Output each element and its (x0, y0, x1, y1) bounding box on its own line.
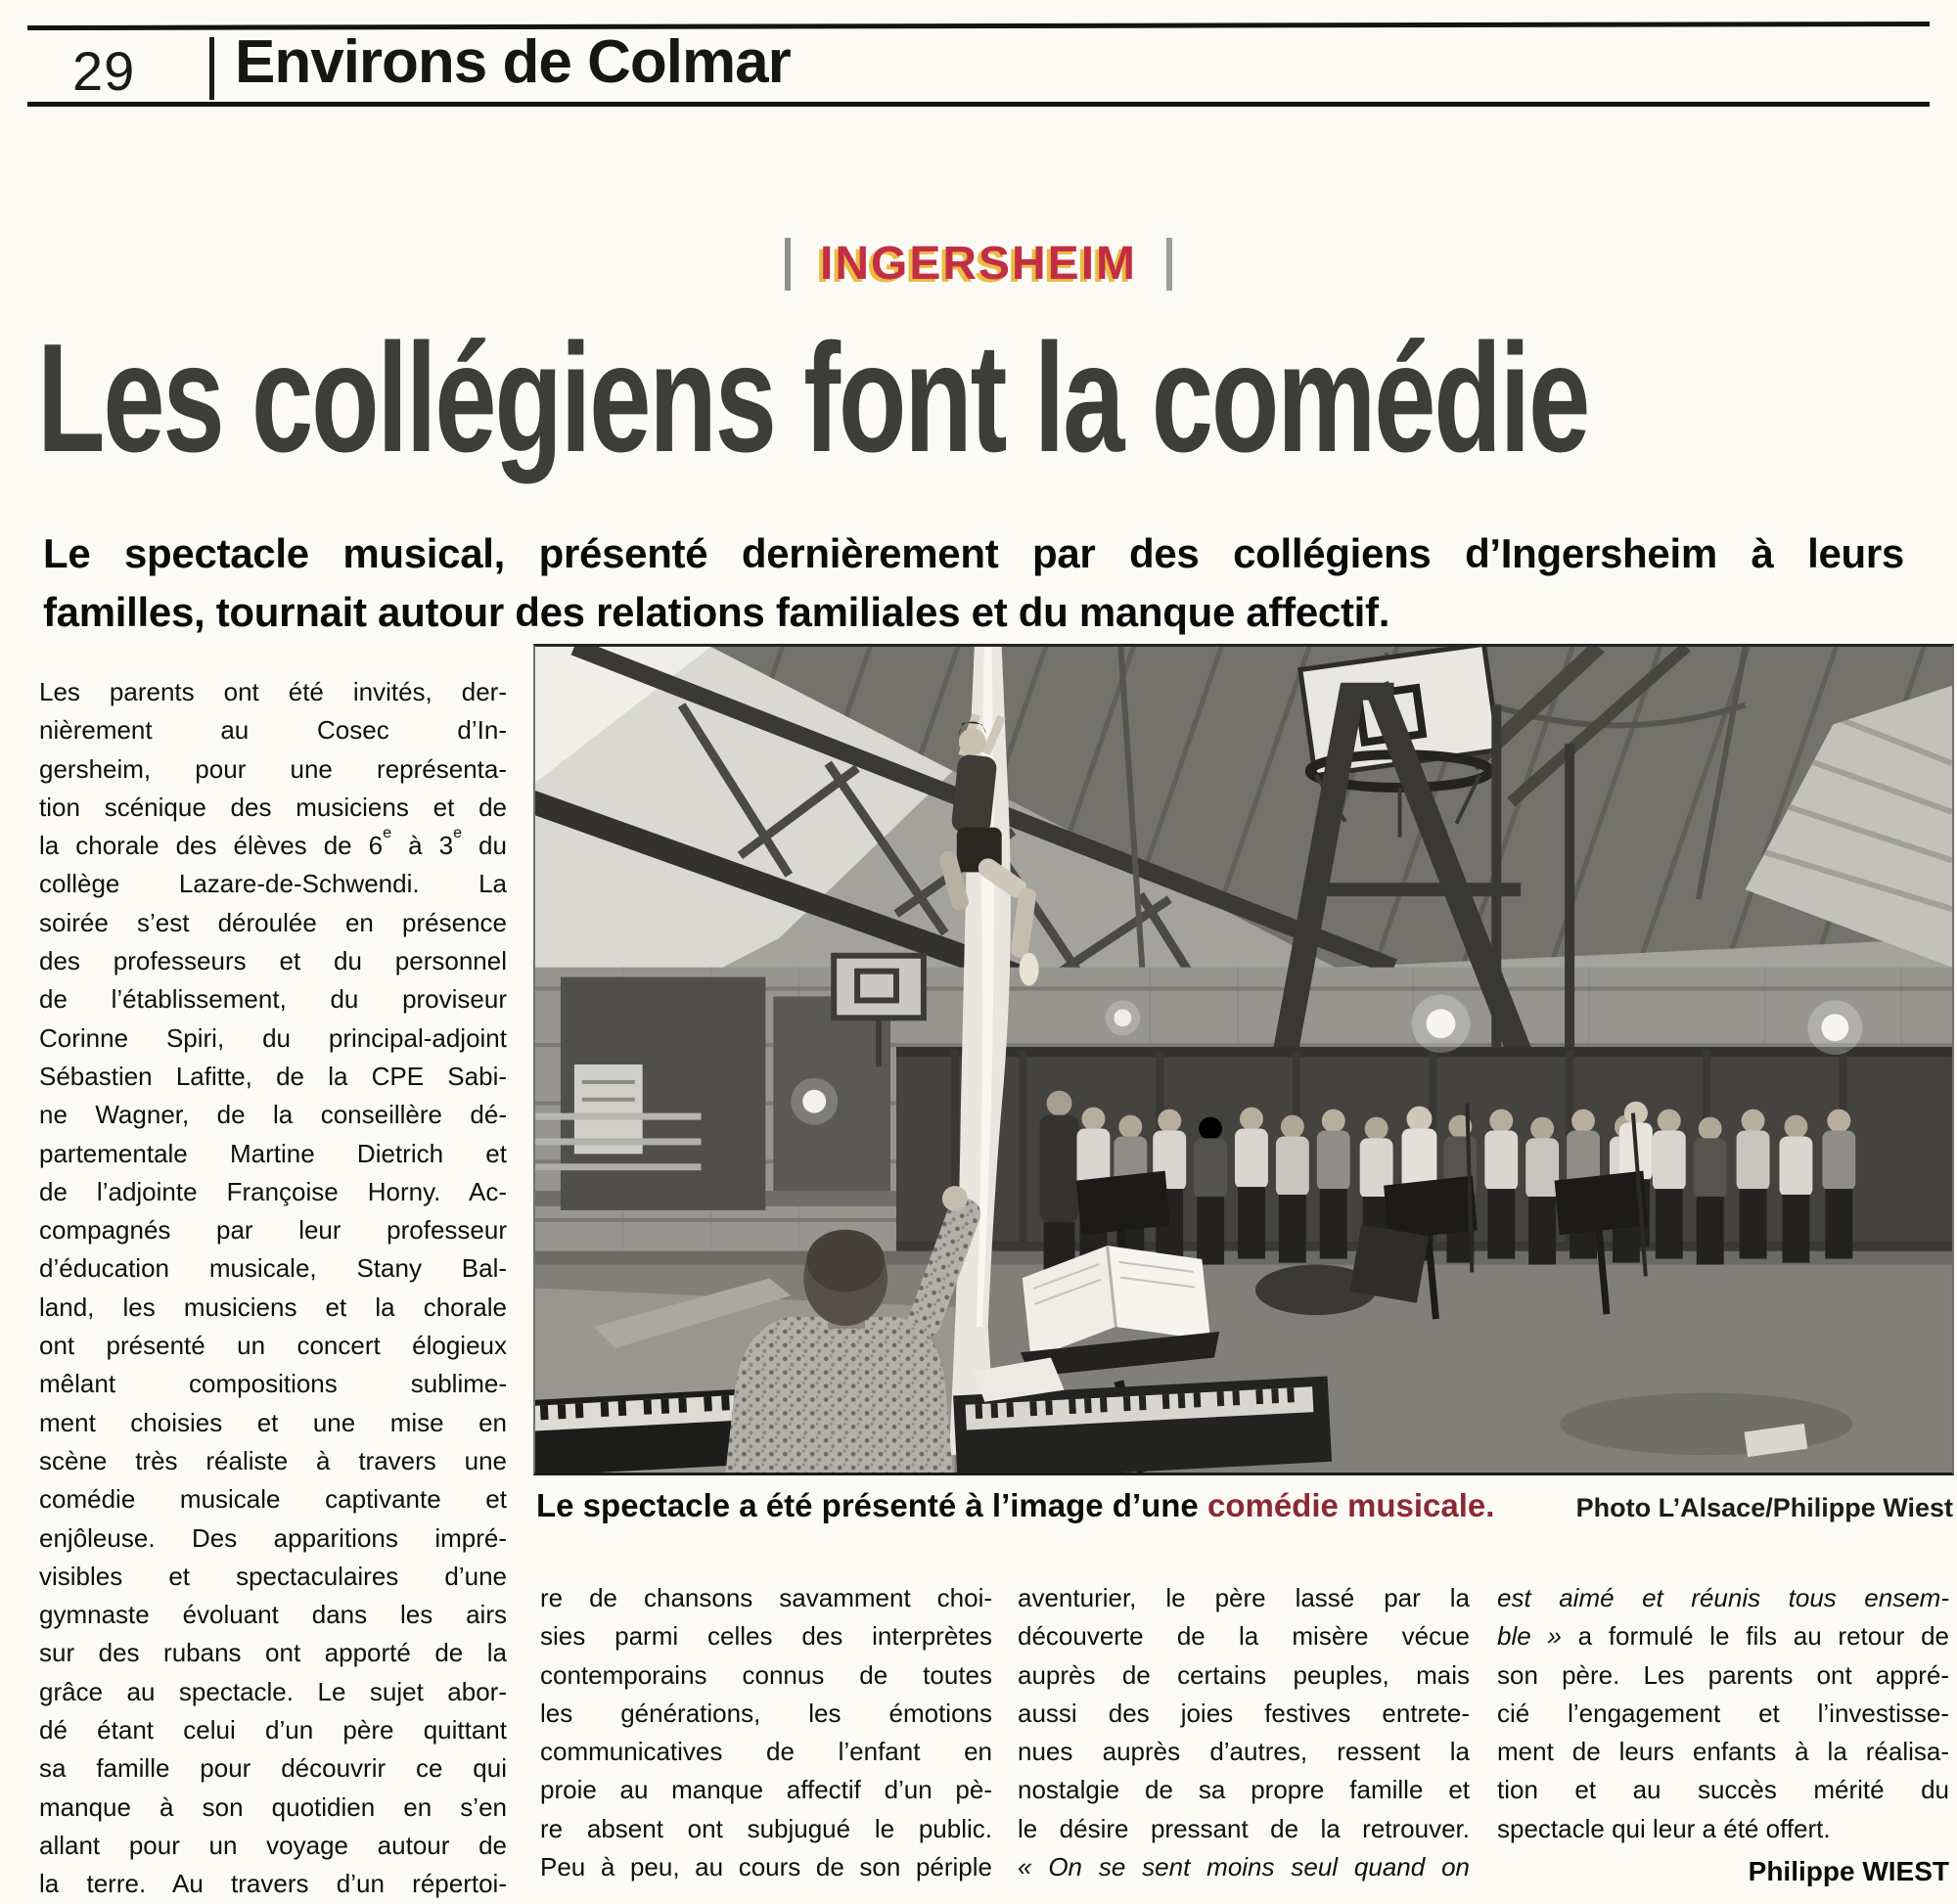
body-line: scène très réaliste à travers une (39, 1445, 507, 1475)
body-line: tion et au succès mérité du (1497, 1775, 1949, 1805)
body-line: comédie musicale captivante et (39, 1484, 507, 1515)
body-line: découverte de la misère vécue (1018, 1621, 1470, 1652)
body-column-2 (540, 1579, 992, 1886)
kicker-left-bar (785, 238, 791, 291)
body-line: ne Wagner, de la conseillère dé- (39, 1100, 507, 1130)
body-line: tion scénique des musiciens et de (39, 792, 507, 822)
body-line: Les parents ont été invités, der- (39, 677, 507, 706)
column4-lines (1497, 1656, 1949, 1810)
column1-line-superscript: la chorale des élèves de 6e à 3e du (39, 827, 507, 861)
headline (37, 305, 1926, 501)
body-line: Peu à peu, au cours de son périple (540, 1852, 992, 1882)
body-line: auprès de certains peuples, mais (1018, 1659, 1470, 1690)
body-line: de l’établissement, du proviseur (39, 984, 507, 1015)
body-line: communicatives de l’enfant en (540, 1737, 992, 1767)
body-line: son père. Les parents ont appré- (1497, 1659, 1949, 1690)
kicker-right-bar (1166, 238, 1172, 291)
body-line: dé étant celui d’un père quittant (39, 1715, 507, 1745)
body-line: enjôleuse. Des apparitions impré- (39, 1522, 507, 1553)
body-line: allant pour un voyage autour de (39, 1830, 507, 1860)
body-line: Corinne Spiri, du principal-adjoint (39, 1022, 507, 1053)
section-title: Environs de Colmar (235, 28, 791, 96)
body-line: compagnés par leur professeur (39, 1215, 507, 1246)
body-line: ment de leurs enfants à la réalisa- (1497, 1737, 1949, 1767)
body-line: aventurier, le père lassé par la (1018, 1583, 1470, 1612)
column4-mixed-line: ble » a formulé le fils au retour de (1497, 1621, 1949, 1652)
column4-italic-line: est aimé et réunis tous ensem- (1497, 1583, 1949, 1612)
body-column-3 (1018, 1579, 1470, 1886)
body-line: ont présenté un concert élogieux (39, 1331, 507, 1361)
kicker-label: INGERSHEIM (819, 238, 1138, 290)
body-line: partementale Martine Dietrich et (39, 1138, 507, 1168)
article-photo (533, 644, 1954, 1475)
standfirst-line1: Le spectacle musical, présenté dernièrement par des collégiens d’Ingersheim à leurs (43, 530, 1904, 576)
body-line: re absent ont subjugué le public. (540, 1813, 992, 1843)
body-line: nues auprès d’autres, ressent la (1018, 1737, 1470, 1767)
body-line: d’éducation musicale, Stany Bal- (39, 1253, 507, 1284)
column1-lines-a (39, 673, 507, 827)
header-rule (27, 102, 1930, 107)
body-line: des professeurs et du personnel (39, 946, 507, 976)
body-line: aussi des joies festives entrete- (1018, 1698, 1470, 1728)
photo-credit: Photo L’Alsace/Philippe Wiest (1575, 1493, 1953, 1522)
standfirst (43, 524, 1904, 642)
page-number: 29 (72, 40, 136, 102)
body-line: nostalgie de sa propre famille et (1018, 1775, 1470, 1805)
body-line: le désire pressant de la retrouver. (1018, 1813, 1470, 1843)
body-line: manque à son quotidien en s’en (39, 1791, 507, 1822)
body-line: ment choisies et une mise en (39, 1407, 507, 1437)
body-column-4 (1497, 1579, 1949, 1890)
body-line: les générations, les émotions (540, 1698, 992, 1728)
body-line: cié l’engagement et l’investisse- (1497, 1698, 1949, 1728)
body-line: la terre. Au travers d’un répertoi- (39, 1869, 507, 1899)
body-column-1 (39, 673, 507, 1904)
body-line: sies parmi celles des interprètes (540, 1621, 992, 1652)
kicker (0, 237, 1957, 291)
body-line: de l’adjointe Françoise Horny. Ac- (39, 1176, 507, 1206)
body-line: sur des rubans ont apporté de la (39, 1638, 507, 1668)
column3-lines (1018, 1579, 1470, 1848)
column3-italic-line: « On se sent moins seul quand on (1018, 1852, 1470, 1882)
body-line: land, les musiciens et la chorale (39, 1292, 507, 1322)
headline-text: Les collégiens font la comédie (37, 312, 1589, 484)
caption-highlight: comédie musicale. (1206, 1487, 1495, 1523)
body-line: nièrement au Cosec d’In- (39, 715, 507, 746)
column2-lines (540, 1579, 992, 1886)
caption-row (536, 1487, 1953, 1524)
body-line: soirée s’est déroulée en présence (39, 907, 507, 937)
body-line: re de chansons savamment choi- (540, 1583, 992, 1612)
body-line: gersheim, pour une représenta- (39, 753, 507, 784)
body-line: proie au manque affectif d’un pè- (540, 1775, 992, 1805)
gym-hall-scene (535, 647, 1952, 1473)
body-line: Sébastien Lafitte, de la CPE Sabi- (39, 1061, 507, 1091)
standfirst-line2: familles, tournait autour des relations familiales et du manque affectif. (43, 589, 1390, 635)
body-line: contemporains connus de toutes (540, 1659, 992, 1690)
photo-caption: Le spectacle a été présenté à l’image d’une comédie musicale. (536, 1487, 1495, 1523)
body-line: gymnaste évoluant dans les airs (39, 1600, 507, 1630)
column4-last-line: spectacle qui leur a été offert. (1497, 1813, 1831, 1843)
body-line: collège Lazare-de-Schwendi. La (39, 869, 507, 899)
body-line: visibles et spectaculaires d’une (39, 1561, 507, 1591)
body-line: sa famille pour découvrir ce qui (39, 1753, 507, 1784)
body-line: mêlant compositions sublime- (39, 1369, 507, 1399)
body-line: grâce au spectacle. Le sujet abor- (39, 1676, 507, 1706)
header-divider-bar (209, 37, 214, 100)
author-byline: Philippe WIEST (1748, 1856, 1949, 1887)
column1-lines-b (39, 865, 507, 1903)
